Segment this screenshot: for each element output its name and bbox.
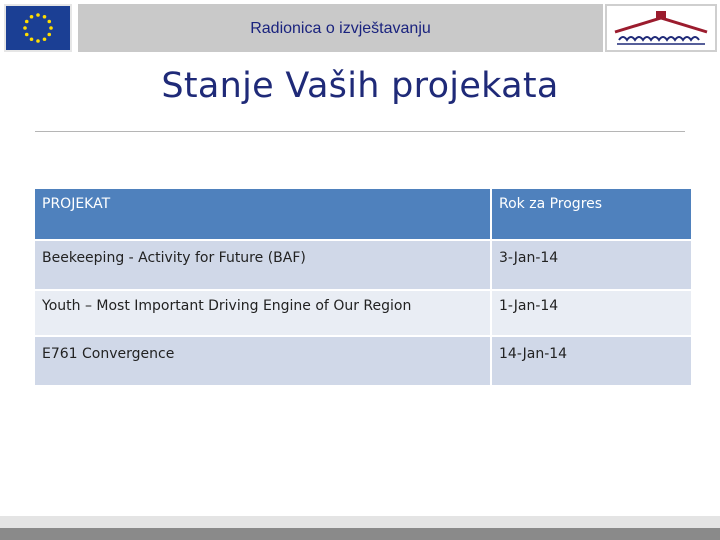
eu-star-icon — [36, 13, 40, 17]
eu-star-icon — [36, 39, 40, 43]
table-header-row — [34, 188, 692, 240]
slide-title: Stanje Vaših projekata — [161, 66, 559, 106]
table-row — [34, 290, 692, 336]
column-header-project: PROJEKAT — [34, 188, 491, 240]
eu-star-icon — [49, 26, 53, 30]
header-title: Radionica o izvještavanju — [250, 20, 431, 37]
deadline-cell: 3-Jan-14 — [491, 240, 692, 290]
table-row — [34, 336, 692, 386]
eu-star-icon — [23, 26, 27, 30]
footer-bar — [0, 528, 720, 540]
eu-star-icon — [43, 37, 47, 41]
eu-flag-icon — [6, 6, 70, 50]
deadline-cell: 1-Jan-14 — [491, 290, 692, 336]
projects-table — [33, 187, 693, 387]
eu-logo — [4, 4, 72, 52]
project-name-cell: Youth – Most Important Driving Engine of Our Region — [34, 290, 491, 336]
title-divider — [35, 131, 685, 132]
parliament-building-icon — [607, 6, 715, 50]
deadline-cell: 14-Jan-14 — [491, 336, 692, 386]
eu-star-icon — [30, 15, 34, 19]
projects-table-container — [33, 187, 691, 387]
eu-star-icon — [47, 33, 51, 37]
eu-star-icon — [30, 37, 34, 41]
eu-star-icon — [25, 20, 29, 24]
eu-star-icon — [47, 20, 51, 24]
table-row — [34, 240, 692, 290]
footer-strip — [0, 516, 720, 528]
header-bar — [78, 4, 603, 52]
eu-star-icon — [43, 15, 47, 19]
eu-star-icon — [25, 33, 29, 37]
column-header-deadline: Rok za Progres — [491, 188, 692, 240]
project-name-cell: Beekeeping - Activity for Future (BAF) — [34, 240, 491, 290]
organization-logo — [605, 4, 717, 52]
project-name-cell: E761 Convergence — [34, 336, 491, 386]
